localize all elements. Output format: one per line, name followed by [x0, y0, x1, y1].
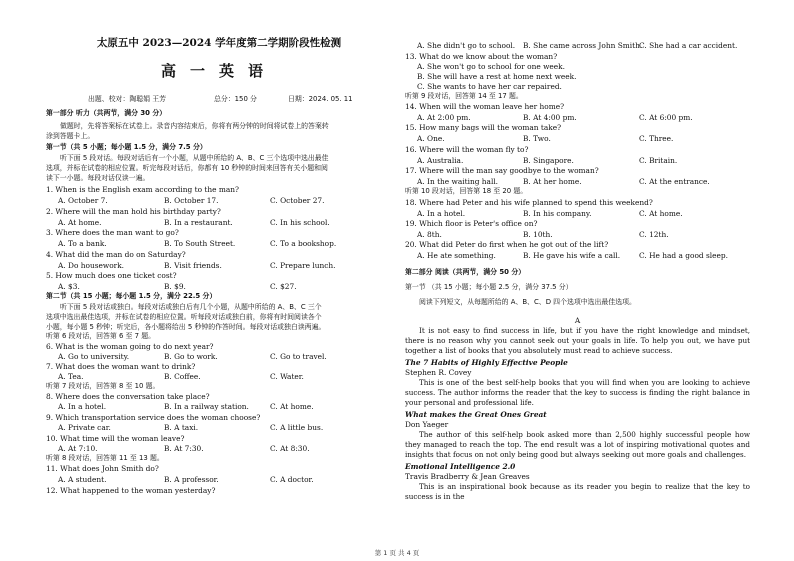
- option-c: C. At home.: [270, 402, 314, 411]
- book-description: This is one of the best self-help books that you will find when you are looking to achieve success. The author informs the reader that the key to success is finding the right balance in your personal and professional life.: [405, 378, 750, 407]
- question-9: 9. Which transportation service does the woman choose?: [46, 413, 261, 422]
- section1-intro: 选项，并标在试卷的相应位置。听完每段对话后，你都有 10 秒钟的时间来回答有关小题和阅: [46, 164, 328, 172]
- option-c: C. She had a car accident.: [639, 41, 738, 50]
- option-a: A. A student.: [58, 475, 107, 484]
- question-19: 19. Which floor is Peter's office on?: [405, 219, 538, 228]
- option-c: C. Water.: [270, 372, 304, 381]
- question-13: 13. What do we know about the woman?: [405, 52, 558, 61]
- option-b: B. At 4:00 pm.: [523, 113, 577, 122]
- option-a: A. At 7:10.: [58, 444, 98, 453]
- book-author: Travis Bradberry & Jean Greaves: [405, 472, 530, 481]
- option-b: B. In his company.: [523, 209, 592, 218]
- option-b: B. Singapore.: [523, 156, 574, 165]
- option-c: C. 12th.: [639, 230, 669, 239]
- book-description: This is an inspirational book because as its reader you begin to realize that the key to success is in the: [405, 482, 750, 501]
- question-2: 2. Where will the man hold his birthday party?: [46, 207, 221, 216]
- option-c: C. A little bus.: [270, 423, 324, 432]
- book-author: Don Yaeger: [405, 420, 449, 429]
- option-b: B. Coffee.: [164, 372, 201, 381]
- option-c: C. At home.: [639, 209, 683, 218]
- school-title: 太原五中 2023—2024 学年度第二学期阶段性检测: [96, 37, 342, 49]
- dialogue-instruction: 听第 10 段对话，回答第 18 至 20 题。: [405, 187, 528, 195]
- passage-label: A: [574, 316, 581, 325]
- section2-intro: 听下面 5 段对话或独白。每段对话或独白后有几个小题，从题中所给的 A、B、C 三个: [60, 303, 322, 311]
- meta-author: 出题、校对：陶聪娟 王芳: [88, 95, 166, 103]
- option-c: C. Britain.: [639, 156, 678, 165]
- option-a: A. In a hotel.: [58, 402, 107, 411]
- section2-intro: 小题，每小题 5 秒钟；听完后，各小题将给出 5 秒钟的作答时间。每段对话或独白读两遍。: [46, 323, 326, 331]
- question-18: 18. Where had Peter and his wife planned to spend this weekend?: [405, 198, 653, 207]
- part2-section1-title: 第一节 （共 15 小题；每小题 2.5 分，满分 37.5 分）: [405, 283, 573, 291]
- book-title: The 7 Habits of Highly Effective People: [405, 358, 568, 367]
- option-a: A. She didn't go to school.: [417, 41, 516, 50]
- option-c: C. She wants to have her car repaired.: [417, 82, 562, 91]
- option-b: B. Go to work.: [164, 352, 218, 361]
- book-description: The author of this self-help book asked more than 2,500 highly successful people how they managed to reach the top. The end result was a lot of inspiring motivational quotes and insights that focus on not only being good but always seeking out more goals and challenges.: [405, 430, 750, 459]
- option-a: A. In the waiting hall.: [417, 177, 499, 186]
- option-b: B. At 7:30.: [164, 444, 204, 453]
- option-c: C. To a bookshop.: [270, 239, 337, 248]
- book-author: Stephen R. Covey: [405, 368, 472, 377]
- option-a: A. At 2:00 pm.: [417, 113, 471, 122]
- section2-title: 第二节（共 15 小题；每小题 1.5 分，满分 22.5 分）: [46, 292, 217, 300]
- option-c: C. Go to travel.: [270, 352, 327, 361]
- option-b: B. At her home.: [523, 177, 582, 186]
- option-b: B. Two.: [523, 134, 551, 143]
- question-20: 20. What did Peter do first when he got out of the lift?: [405, 240, 609, 249]
- option-c: C. At 8:30.: [270, 444, 310, 453]
- question-1: 1. When is the English exam according to the man?: [46, 185, 239, 194]
- option-a: A. He ate something.: [417, 251, 496, 260]
- question-7: 7. What does the woman want to drink?: [46, 362, 196, 371]
- section2-intro: 选项中选出最佳选项，并标在试卷的相应位置。听每段对话或独白前，你将有时间阅读各个: [46, 313, 322, 321]
- book-title: Emotional Intelligence 2.0: [405, 462, 516, 471]
- option-a: A. Australia.: [417, 156, 464, 165]
- meta-date: 日期：2024. 05. 11: [288, 95, 353, 103]
- option-b: B. In a restaurant.: [164, 218, 233, 227]
- option-b: B. October 17.: [164, 196, 219, 205]
- subject-title: 高一英语: [160, 62, 277, 80]
- dialogue-instruction: 听第 7 段对话，回答第 8 至 10 题。: [46, 382, 160, 390]
- option-b: B. In a railway station.: [164, 402, 249, 411]
- option-c: C. Three.: [639, 134, 674, 143]
- option-a: A. In a hotel.: [417, 209, 466, 218]
- section1-intro: 读下一小题。每段对话仅读一遍。: [46, 174, 150, 182]
- option-c: C. At 6:00 pm.: [639, 113, 693, 122]
- question-11: 11. What does John Smith do?: [46, 464, 159, 473]
- part1-title: 第一部分 听力（共两节，满分 30 分）: [46, 109, 167, 117]
- question-16: 16. Where will the woman fly to?: [405, 145, 529, 154]
- dialogue-instruction: 听第 9 段对话，回答第 14 至 17 题。: [405, 92, 523, 100]
- option-b: B. She came across John Smith.: [523, 41, 643, 50]
- meta-score: 总分：150 分: [214, 95, 257, 103]
- question-17: 17. Where will the man say goodbye to the woman?: [405, 166, 599, 175]
- question-15: 15. How many bags will the woman take?: [405, 123, 562, 132]
- option-a: A. October 7.: [58, 196, 108, 205]
- option-a: A. She won't go to school for one week.: [417, 62, 565, 71]
- question-8: 8. Where does the conversation take place?: [46, 392, 210, 401]
- page-footer: 第 1 页 共 4 页: [374, 549, 420, 557]
- book-title: What makes the Great Ones Great: [405, 410, 547, 419]
- option-b: B. A taxi.: [164, 423, 199, 432]
- option-c: C. October 27.: [270, 196, 325, 205]
- option-a: A. 8th.: [417, 230, 442, 239]
- option-a: A. To a bank.: [58, 239, 107, 248]
- option-b: B. To South Street.: [164, 239, 236, 248]
- option-b: B. He gave his wife a call.: [523, 251, 621, 260]
- section1-intro: 听下面 5 段对话。每段对话后有一个小题，从题中所给的 A、B、C 三个选项中选出最佳: [60, 154, 329, 162]
- option-a: A. Do housework.: [58, 261, 125, 270]
- dialogue-instruction: 听第 8 段对话，回答第 11 至 13 题。: [46, 454, 164, 462]
- question-4: 4. What did the man do on Saturday?: [46, 250, 186, 259]
- option-c: C. In his school.: [270, 218, 330, 227]
- option-b: B. Visit friends.: [164, 261, 222, 270]
- option-a: A. Go to university.: [58, 352, 130, 361]
- option-b: B. A professor.: [164, 475, 219, 484]
- section1-title: 第一节（共 5 小题；每小题 1.5 分，满分 7.5 分）: [46, 143, 207, 151]
- option-b: B. $9.: [164, 282, 186, 291]
- dialogue-instruction: 听第 6 段对话，回答第 6 至 7 题。: [46, 332, 155, 340]
- part1-intro: 做题时，先将答案标在试卷上。录音内容结束后，你将有两分钟的时间将试卷上的答案转: [60, 122, 329, 130]
- option-c: C. He had a good sleep.: [639, 251, 728, 260]
- passage-paragraph: It is not easy to find success in life, but if you have the right knowledge and mindset, there is no reason why you cannot seek out your goals in life. To help you out, we have put together a list of books that you absolutely must read to achieve success.: [405, 326, 750, 355]
- option-a: A. Tea.: [58, 372, 84, 381]
- option-c: C. Prepare lunch.: [270, 261, 336, 270]
- option-a: A. $3.: [58, 282, 80, 291]
- option-a: A. Private car.: [58, 423, 111, 432]
- option-b: B. She will have a rest at home next week.: [417, 72, 577, 81]
- option-c: C. A doctor.: [270, 475, 314, 484]
- option-c: C. At the entrance.: [639, 177, 710, 186]
- option-b: B. 10th.: [523, 230, 553, 239]
- question-12: 12. What happened to the woman yesterday?: [46, 486, 216, 495]
- question-5: 5. How much does one ticket cost?: [46, 271, 177, 280]
- part1-intro: 涂到答题卡上。: [46, 132, 95, 140]
- option-c: C. $27.: [270, 282, 297, 291]
- part2-title: 第二部分 阅读（共两节，满分 50 分）: [405, 268, 526, 276]
- question-14: 14. When will the woman leave her home?: [405, 102, 565, 111]
- question-6: 6. What is the woman going to do next year?: [46, 342, 214, 351]
- question-3: 3. Where does the man want to go?: [46, 228, 179, 237]
- question-10: 10. What time will the woman leave?: [46, 434, 185, 443]
- option-a: A. At home.: [58, 218, 102, 227]
- reading-instruction: 阅读下列短文，从每题所给的 A、B、C、D 四个选项中选出最佳选项。: [419, 298, 636, 306]
- option-a: A. One.: [417, 134, 445, 143]
